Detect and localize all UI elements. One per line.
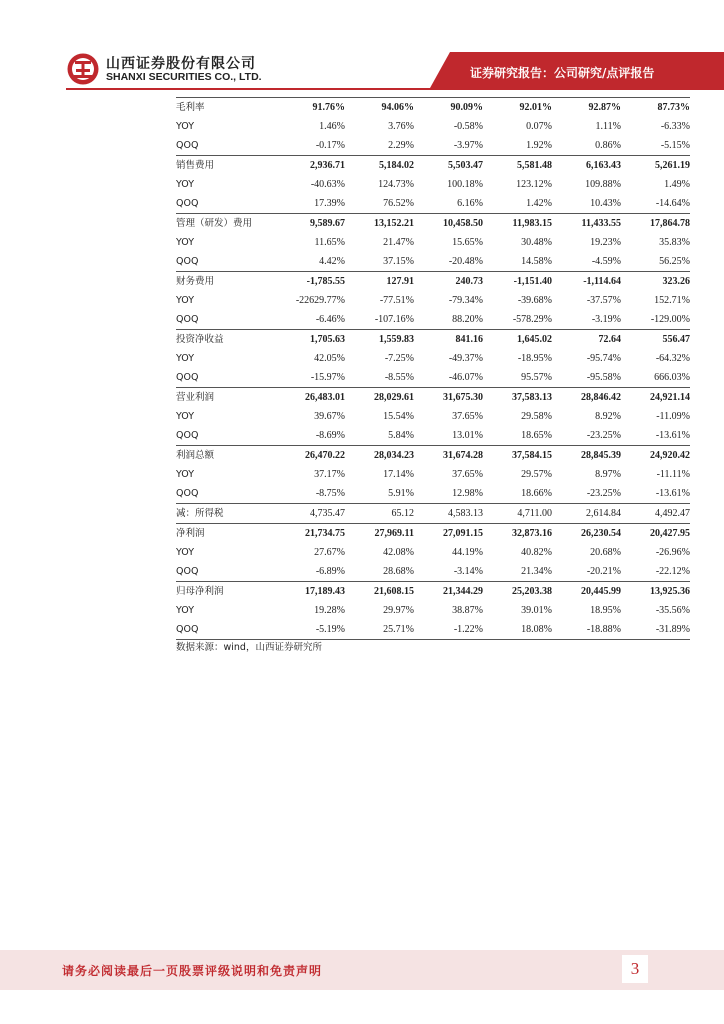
table-cell: 72.64 <box>552 330 621 350</box>
row-label: QOQ <box>176 140 199 151</box>
table-cell: 24,921.14 <box>621 388 690 408</box>
table-cell: 18.65% <box>521 430 552 441</box>
table-cell: 21,608.15 <box>345 582 414 602</box>
report-type: 证券研究报告：公司研究/点评报告 <box>470 66 655 80</box>
table-cell: 1,645.02 <box>483 330 552 350</box>
table-row <box>176 214 690 234</box>
row-label: YOY <box>176 237 195 248</box>
table-row <box>176 426 690 446</box>
table-cell: -23.25% <box>586 430 621 441</box>
table-cell: 95.57% <box>521 372 552 383</box>
table-cell: 8.92% <box>595 411 621 422</box>
table-row <box>176 156 690 176</box>
table-cell: -26.96% <box>655 547 690 558</box>
table-row <box>176 465 690 484</box>
table-cell: 91.76% <box>276 98 345 118</box>
header-divider <box>66 88 724 90</box>
table-cell: 2.29% <box>388 140 414 151</box>
row-label: QOQ <box>176 566 199 577</box>
table-cell: 4,492.47 <box>621 504 690 524</box>
table-cell: 2,614.84 <box>552 504 621 524</box>
row-label: YOY <box>176 605 195 616</box>
table-cell: -0.17% <box>315 140 345 151</box>
table-cell: -22629.77% <box>295 295 345 306</box>
row-label: QOQ <box>176 256 199 267</box>
table-cell: 841.16 <box>414 330 483 350</box>
table-cell: 18.08% <box>483 620 552 640</box>
table-cell: 28,029.61 <box>345 388 414 408</box>
row-label: 销售费用 <box>176 156 276 176</box>
table-cell: 20,427.95 <box>621 524 690 544</box>
table-cell: 13.01% <box>452 430 483 441</box>
table-cell: -1,151.40 <box>483 272 552 292</box>
table-cell: 123.12% <box>516 179 552 190</box>
table-cell: 1,705.63 <box>276 330 345 350</box>
financial-table <box>176 97 690 640</box>
table-cell: -35.56% <box>655 605 690 616</box>
table-cell: 10.43% <box>590 198 621 209</box>
table-cell: 37,584.15 <box>483 446 552 466</box>
table-cell: 14.58% <box>521 256 552 267</box>
table-cell: 17.39% <box>314 198 345 209</box>
table-cell: 11,433.55 <box>552 214 621 234</box>
table-cell: 5,184.02 <box>345 156 414 176</box>
table-cell: -37.57% <box>586 295 621 306</box>
table-cell: -18.88% <box>552 620 621 640</box>
row-label: YOY <box>176 469 195 480</box>
table-source: 数据来源：wind，山西证券研究所 <box>176 642 322 653</box>
table-cell: 19.23% <box>590 237 621 248</box>
row-label: QOQ <box>176 430 199 441</box>
row-label: QOQ <box>176 372 199 383</box>
table-cell: 27.67% <box>314 547 345 558</box>
table-cell: -8.69% <box>315 430 345 441</box>
table-cell: 1.49% <box>664 179 690 190</box>
table-cell: -11.11% <box>656 469 690 480</box>
table-cell: 37.17% <box>314 469 345 480</box>
table-cell: 124.73% <box>378 179 414 190</box>
row-label: YOY <box>176 179 195 190</box>
table-cell: 18.66% <box>521 488 552 499</box>
row-label: YOY <box>176 411 195 422</box>
table-cell: -64.32% <box>655 353 690 364</box>
table-cell: -95.74% <box>586 353 621 364</box>
table-cell: 1,559.83 <box>345 330 414 350</box>
table-cell: 27,091.15 <box>414 524 483 544</box>
table-row <box>176 98 690 118</box>
row-label: 管理（研发）费用 <box>176 214 276 234</box>
table-cell: 25,203.38 <box>483 582 552 602</box>
row-label: 毛利率 <box>176 98 276 118</box>
table-cell: 5.91% <box>388 488 414 499</box>
table-cell: 76.52% <box>383 198 414 209</box>
table-cell: 37.65% <box>452 411 483 422</box>
table-cell: 38.87% <box>452 605 483 616</box>
table-cell: 28,034.23 <box>345 446 414 466</box>
table-cell: 5.84% <box>388 430 414 441</box>
table-row <box>176 562 690 582</box>
table-row <box>176 620 690 640</box>
row-label: 减：所得税 <box>176 504 276 524</box>
table-cell: -18.95% <box>517 353 552 364</box>
table-cell: 28.68% <box>383 566 414 577</box>
table-cell: 0.07% <box>526 121 552 132</box>
table-cell: -77.51% <box>379 295 414 306</box>
table-cell: -39.68% <box>517 295 552 306</box>
table-row <box>176 484 690 504</box>
table-cell: 15.65% <box>452 237 483 248</box>
row-label: 归母净利润 <box>176 582 276 602</box>
table-cell: 40.82% <box>521 547 552 558</box>
table-cell: 21,734.75 <box>276 524 345 544</box>
table-cell: -5.15% <box>660 140 690 151</box>
table-cell: -578.29% <box>512 314 552 325</box>
table-cell: -1,114.64 <box>552 272 621 292</box>
table-cell: 1.46% <box>319 121 345 132</box>
table-cell: -20.21% <box>586 566 621 577</box>
table-cell: 25.71% <box>345 620 414 640</box>
table-cell: 2,936.71 <box>276 156 345 176</box>
table-cell: 17,189.43 <box>276 582 345 602</box>
table-cell: 21.34% <box>521 566 552 577</box>
table-cell: -0.58% <box>453 121 483 132</box>
table-cell: 92.87% <box>552 98 621 118</box>
row-label: YOY <box>176 353 195 364</box>
table-cell: 37.65% <box>452 469 483 480</box>
table-row <box>176 136 690 156</box>
table-cell: 37.15% <box>383 256 414 267</box>
table-row <box>176 368 690 388</box>
table-cell: 31,675.30 <box>414 388 483 408</box>
row-label: YOY <box>176 121 195 132</box>
company-name-cn: 山西证券股份有限公司 <box>106 56 256 72</box>
page-number: 3 <box>622 955 648 983</box>
table-cell: 90.09% <box>414 98 483 118</box>
table-cell: 20.68% <box>590 547 621 558</box>
table-row <box>176 175 690 194</box>
table-row <box>176 117 690 136</box>
page-header <box>0 0 724 92</box>
table-cell: -31.89% <box>621 620 690 640</box>
table-cell: 65.12 <box>345 504 414 524</box>
table-cell: -22.12% <box>655 566 690 577</box>
table-cell: 17,864.78 <box>621 214 690 234</box>
table-cell: 1.11% <box>595 121 621 132</box>
table-row <box>176 543 690 562</box>
table-cell: 19.28% <box>314 605 345 616</box>
table-row <box>176 504 690 524</box>
table-cell: 32,873.16 <box>483 524 552 544</box>
table-cell: 3.76% <box>388 121 414 132</box>
table-row <box>176 388 690 408</box>
table-cell: 56.25% <box>659 256 690 267</box>
table-cell: -6.33% <box>660 121 690 132</box>
table-cell: 556.47 <box>621 330 690 350</box>
table-cell: 11,983.15 <box>483 214 552 234</box>
table-cell: 94.06% <box>345 98 414 118</box>
table-cell: -95.58% <box>586 372 621 383</box>
table-cell: 26,470.22 <box>276 446 345 466</box>
table-cell: -13.61% <box>655 488 690 499</box>
table-cell: 9,589.67 <box>276 214 345 234</box>
company-name-en: SHANXI SECURITIES CO., LTD. <box>106 71 262 83</box>
row-label: YOY <box>176 547 195 558</box>
table-cell: 21,344.29 <box>414 582 483 602</box>
table-cell: 26,230.54 <box>552 524 621 544</box>
table-cell: -1,785.55 <box>276 272 345 292</box>
table-cell: 152.71% <box>654 295 690 306</box>
table-cell: 323.26 <box>621 272 690 292</box>
table-cell: 42.08% <box>383 547 414 558</box>
table-row <box>176 582 690 602</box>
table-cell: -6.46% <box>315 314 345 325</box>
table-cell: -14.64% <box>655 198 690 209</box>
table-cell: 10,458.50 <box>414 214 483 234</box>
table-row <box>176 349 690 368</box>
table-cell: -40.63% <box>310 179 345 190</box>
table-cell: -4.59% <box>591 256 621 267</box>
table-cell: 4,735.47 <box>276 504 345 524</box>
table-row <box>176 252 690 272</box>
company-logo-icon <box>66 52 100 86</box>
table-cell: 5,581.48 <box>483 156 552 176</box>
table-cell: -3.14% <box>453 566 483 577</box>
table-cell: -49.37% <box>448 353 483 364</box>
table-cell: 4.42% <box>319 256 345 267</box>
table-cell: 92.01% <box>483 98 552 118</box>
table-row <box>176 310 690 330</box>
row-label: QOQ <box>176 488 199 499</box>
row-label: QOQ <box>176 314 199 325</box>
table-cell: 39.01% <box>521 605 552 616</box>
table-cell: 87.73% <box>621 98 690 118</box>
table-cell: 29.97% <box>383 605 414 616</box>
table-cell: 29.57% <box>521 469 552 480</box>
table-cell: 5,503.47 <box>414 156 483 176</box>
table-cell: 42.05% <box>314 353 345 364</box>
table-cell: 15.54% <box>383 411 414 422</box>
table-cell: 21.47% <box>383 237 414 248</box>
table-cell: -46.07% <box>448 372 483 383</box>
table-cell: 28,845.39 <box>552 446 621 466</box>
footer-disclaimer: 请务必阅读最后一页股票评级说明和免责声明 <box>62 964 323 978</box>
table-cell: 17.14% <box>383 469 414 480</box>
row-label: QOQ <box>176 620 276 640</box>
table-row <box>176 407 690 426</box>
table-cell: 28,846.42 <box>552 388 621 408</box>
table-cell: 1.92% <box>526 140 552 151</box>
table-row <box>176 601 690 620</box>
table-cell: 0.86% <box>595 140 621 151</box>
table-cell: -20.48% <box>448 256 483 267</box>
row-label: 净利润 <box>176 524 276 544</box>
table-row <box>176 272 690 292</box>
table-cell: 39.67% <box>314 411 345 422</box>
table-cell: -1.22% <box>414 620 483 640</box>
table-cell: 31,674.28 <box>414 446 483 466</box>
table-cell: -11.09% <box>656 411 690 422</box>
table-cell: 37,583.13 <box>483 388 552 408</box>
table-cell: 44.19% <box>452 547 483 558</box>
table-row <box>176 524 690 544</box>
row-label: QOQ <box>176 198 199 209</box>
table-cell: 20,445.99 <box>552 582 621 602</box>
table-row <box>176 194 690 214</box>
table-cell: -5.19% <box>276 620 345 640</box>
row-label: 营业利润 <box>176 388 276 408</box>
table-cell: 127.91 <box>345 272 414 292</box>
table-row <box>176 330 690 350</box>
table-cell: 1.42% <box>526 198 552 209</box>
table-row <box>176 233 690 252</box>
table-cell: -6.89% <box>315 566 345 577</box>
table-cell: -3.97% <box>453 140 483 151</box>
table-cell: -107.16% <box>374 314 414 325</box>
table-cell: -13.61% <box>655 430 690 441</box>
table-cell: 88.20% <box>452 314 483 325</box>
table-cell: 13,152.21 <box>345 214 414 234</box>
table-cell: -15.97% <box>310 372 345 383</box>
table-row <box>176 291 690 310</box>
table-cell: -7.25% <box>384 353 414 364</box>
table-cell: 35.83% <box>659 237 690 248</box>
table-cell: 5,261.19 <box>621 156 690 176</box>
table-row <box>176 446 690 466</box>
row-label: 投资净收益 <box>176 330 276 350</box>
table-cell: -8.75% <box>315 488 345 499</box>
table-cell: -3.19% <box>591 314 621 325</box>
table-cell: 18.95% <box>590 605 621 616</box>
row-label: YOY <box>176 295 195 306</box>
table-cell: 29.58% <box>521 411 552 422</box>
row-label: 利润总额 <box>176 446 276 466</box>
row-label: 财务费用 <box>176 272 276 292</box>
table-cell: -23.25% <box>586 488 621 499</box>
table-cell: -129.00% <box>650 314 690 325</box>
table-cell: -79.34% <box>448 295 483 306</box>
table-cell: 24,920.42 <box>621 446 690 466</box>
table-cell: 4,711.00 <box>483 504 552 524</box>
table-cell: 100.18% <box>447 179 483 190</box>
table-cell: 6.16% <box>457 198 483 209</box>
table-cell: 11.65% <box>314 237 345 248</box>
table-cell: 240.73 <box>414 272 483 292</box>
table-cell: 6,163.43 <box>552 156 621 176</box>
table-cell: 666.03% <box>654 372 690 383</box>
table-cell: 12.98% <box>452 488 483 499</box>
table-cell: 109.88% <box>585 179 621 190</box>
table-cell: 13,925.36 <box>621 582 690 602</box>
table-cell: 30.48% <box>521 237 552 248</box>
table-cell: 8.97% <box>595 469 621 480</box>
table-cell: 4,583.13 <box>414 504 483 524</box>
table-cell: 27,969.11 <box>345 524 414 544</box>
table-cell: 26,483.01 <box>276 388 345 408</box>
table-cell: -8.55% <box>384 372 414 383</box>
